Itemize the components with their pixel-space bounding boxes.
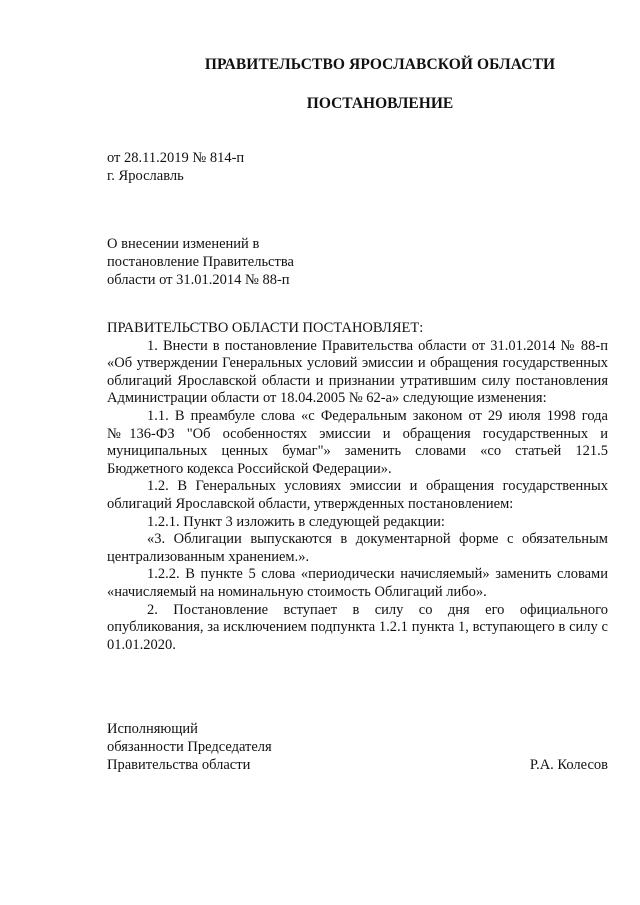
paragraph-1-2-2: 1.2.2. В пункте 5 слова «периодически начисляемый» заменить словами «начисляемый на номинальную стоимость Облигаций либо». <box>107 566 608 600</box>
paragraph-1: 1. Внести в постановление Правительства области от 31.01.2014 № 88-п «Об утверждении Генеральных условий эмиссии и обращения государственных облигаций Ярославской области и признании утратившим силу постановления Администрации области от 18.04.2005 № 62-а» следующие изменения: <box>107 337 608 407</box>
paragraph-2: 2. Постановление вступает в силу со дня его официального опубликования, за исключением подпункта 1.2.1 пункта 1, вступающего в силу с 01.01.2020. <box>107 601 608 653</box>
document-meta <box>107 149 244 185</box>
document-subject <box>107 235 294 289</box>
subject-line: области от 31.01.2014 № 88-п <box>107 272 290 288</box>
paragraph-1-2-1: 1.2.1. Пункт 3 изложить в следующей редакции: <box>147 513 445 530</box>
signatory-name: Р.А. Колесов <box>529 757 608 773</box>
position-line: Исполняющий <box>107 721 198 737</box>
subject-line: постановление Правительства <box>107 254 294 270</box>
paragraph-1-1: 1.1. В преамбуле слова «с Федеральным законом от 29 июля 1998 года №136-ФЗ "Об особенностях эмиссии и обращения государственных и муниципальных ценных бумаг"» заменить словами «со статьей 121.5 Бюджетного кодекса Российской Федерации». <box>107 407 608 477</box>
date-number: от 28.11.2019 № 814-п <box>107 150 245 166</box>
resolution-lead: ПРАВИТЕЛЬСТВО ОБЛАСТИ ПОСТАНОВЛЯЕТ: <box>107 320 424 336</box>
position-line: обязанности Председателя <box>107 739 272 755</box>
paragraph-1-2: 1.2. В Генеральных условиях эмиссии и обращения государственных облигаций Ярославской области, утвержденных постановлением: <box>107 478 608 512</box>
organization-title: ПРАВИТЕЛЬСТВО ЯРОСЛАВСКОЙ ОБЛАСТИ <box>204 56 556 73</box>
signatory-position <box>107 720 272 774</box>
city: г. Ярославль <box>107 168 184 184</box>
subject-line: О внесении изменений в <box>107 236 260 252</box>
position-line: Правительства области <box>107 757 251 773</box>
document-body <box>107 320 608 654</box>
paragraph-quote: «3. Облигации выпускаются в документарной форме с обязательным централизованным хранением.». <box>107 531 608 565</box>
document-type: ПОСТАНОВЛЕНИЕ <box>306 95 454 112</box>
